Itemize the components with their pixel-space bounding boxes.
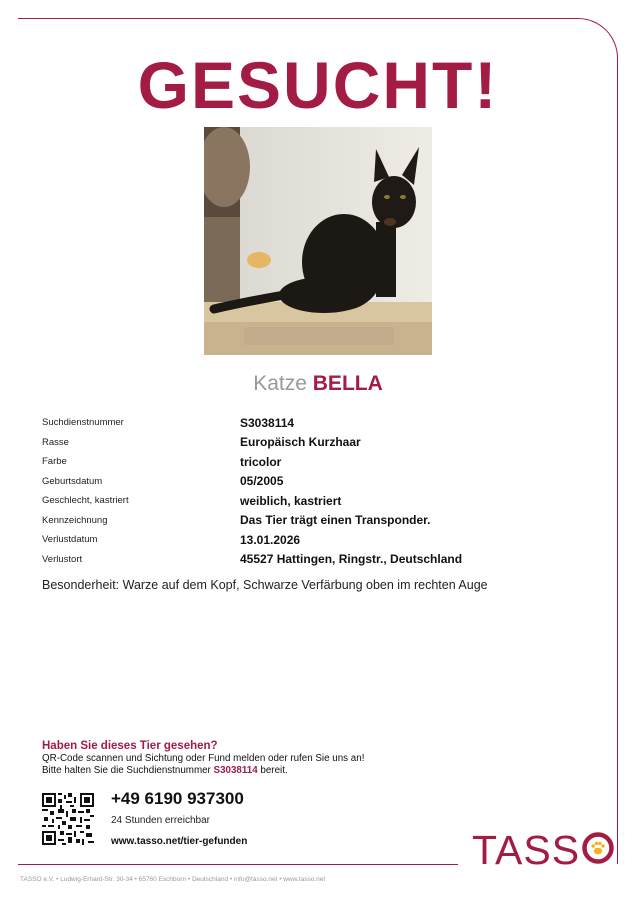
detail-row <box>42 550 602 570</box>
paw-icon <box>581 831 615 870</box>
special-features: Besonderheit: Warze auf dem Kopf, Schwarze Verfärbung oben im rechten Auge <box>42 578 488 592</box>
footer-divider <box>18 864 458 865</box>
cta-line-1: QR-Code scannen und Sichtung oder Fund melden oder rufen Sie uns an! <box>42 753 365 764</box>
cta-line-2 <box>42 765 602 777</box>
pet-heading <box>0 370 636 398</box>
detail-label: Suchdienstnummer <box>42 417 124 429</box>
footer-address: TASSO e.V. • Ludwig-Erhard-Str. 30-34 • 65760 Eschborn • Deutschland • info@tasso.net • www.tasso.net <box>20 876 326 883</box>
cta-question: Haben Sie dieses Tier gesehen? <box>42 740 218 752</box>
detail-label: Verlustdatum <box>42 534 98 546</box>
detail-value: 05/2005 <box>240 474 284 489</box>
detail-label: Geburtsdatum <box>42 475 103 487</box>
detail-label: Kennzeichnung <box>42 514 108 526</box>
cta-search-number: S3038114 <box>213 765 258 776</box>
detail-value: 13.01.2026 <box>240 532 301 547</box>
logo-text: TASS <box>472 827 581 873</box>
pet-name: BELLA <box>312 372 383 395</box>
availability-text: 24 Stunden erreichbar <box>111 815 210 826</box>
detail-value: Europäisch Kurzhaar <box>240 435 361 450</box>
detail-value: S3038114 <box>240 415 295 430</box>
tasso-logo <box>472 826 615 874</box>
pet-photo <box>204 127 432 355</box>
detail-label: Rasse <box>42 436 69 448</box>
detail-label: Geschlecht, kastriert <box>42 495 129 507</box>
detail-row <box>42 530 602 550</box>
detail-value: tricolor <box>240 454 282 469</box>
detail-label: Farbe <box>42 456 67 468</box>
cta-line-2-start: Bitte halten Sie die Suchdienstnummer <box>42 765 214 776</box>
detail-label: Verlustort <box>42 553 83 565</box>
detail-value: Das Tier trägt einen Transponder. <box>240 513 431 528</box>
poster-headline: GESUCHT! <box>137 48 499 122</box>
details-table <box>42 413 602 569</box>
pet-species: Katze <box>253 372 307 395</box>
cta-line-2-end: bereit. <box>257 765 288 776</box>
detail-row <box>42 511 602 531</box>
detail-row <box>42 433 602 453</box>
detail-row <box>42 413 602 433</box>
detail-row <box>42 452 602 472</box>
report-url[interactable]: www.tasso.net/tier-gefunden <box>111 836 248 847</box>
phone-number[interactable]: +49 6190 937300 <box>111 789 244 808</box>
contact-block <box>111 789 247 848</box>
detail-value: 45527 Hattingen, Ringstr., Deutschland <box>240 552 463 567</box>
detail-row <box>42 472 602 492</box>
qr-code-icon[interactable] <box>42 793 94 845</box>
detail-value: weiblich, kastriert <box>240 493 342 508</box>
call-to-action <box>42 740 602 777</box>
detail-row <box>42 491 602 511</box>
